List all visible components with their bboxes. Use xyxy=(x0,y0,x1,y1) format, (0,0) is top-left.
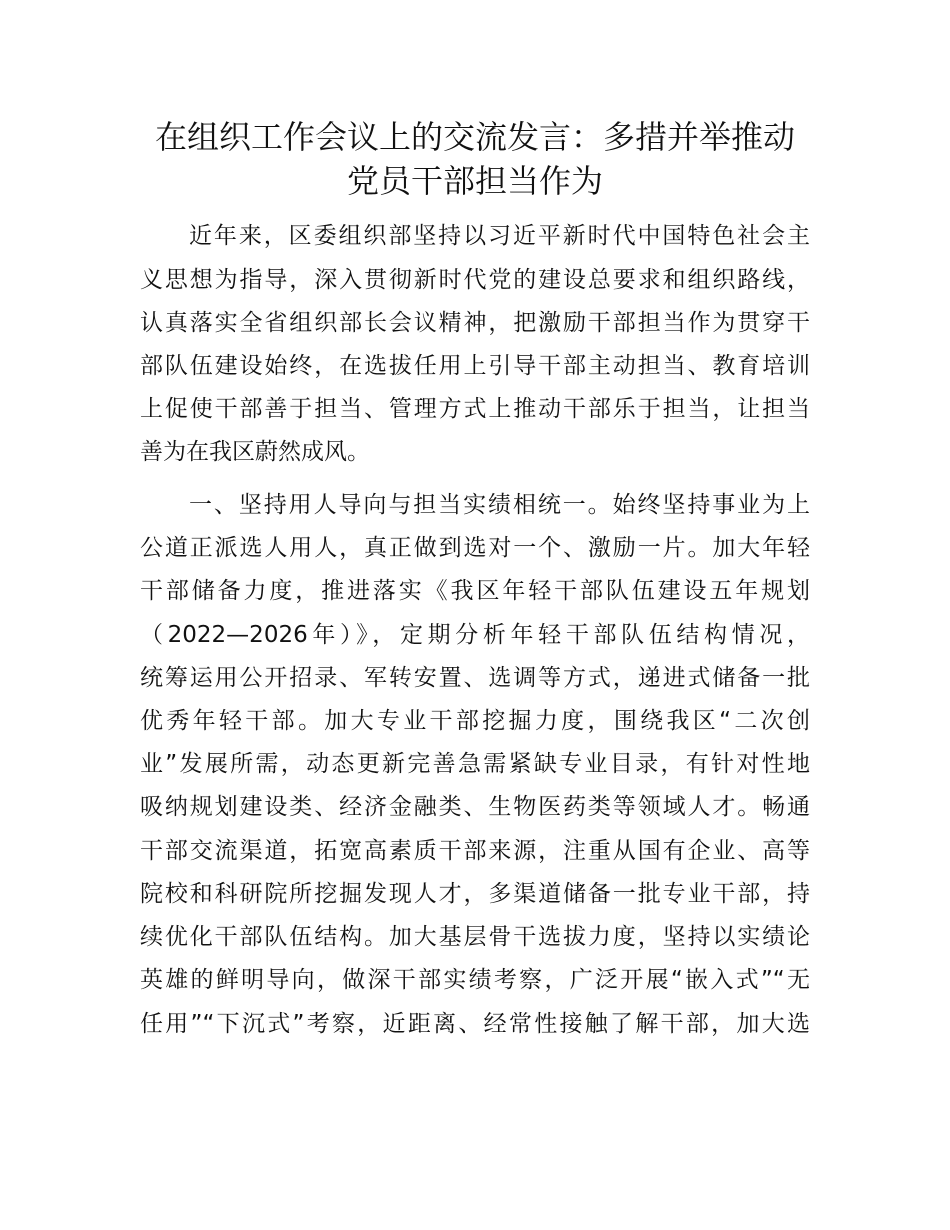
paragraph-line: 义思想为指导，深入贯彻新时代党的建设总要求和组织路线， xyxy=(140,267,810,293)
paragraph-line: 干部储备力度，推进落实《我区年轻干部队伍建设五年规划 xyxy=(140,578,810,604)
paragraph-line: 任用”“下沉式”考察，近距离、经常性接触了解干部，加大选 xyxy=(140,1011,810,1037)
document-title-line-2: 党员干部担当作为 xyxy=(346,162,603,200)
paragraph-line: 上促使干部善于担当、管理方式上推动干部乐于担当，让担当 xyxy=(140,396,810,422)
paragraph-line: 业”发展所需，动态更新完善急需紧缺专业目录，有针对性地 xyxy=(140,751,810,777)
paragraph-line: 吸纳规划建设类、经济金融类、生物医药类等领域人才。畅通 xyxy=(140,794,810,820)
paragraph-line: 干部交流渠道，拓宽高素质干部来源，注重从国有企业、高等 xyxy=(140,838,810,864)
paragraph-line: （2022—2026年）》，定期分析年轻干部队伍结构情况， xyxy=(140,622,810,648)
paragraph-line: 近年来，区委组织部坚持以习近平新时代中国特色社会主 xyxy=(189,223,810,249)
paragraph-line: 部队伍建设始终，在选拔任用上引导干部主动担当、教育培训 xyxy=(140,353,810,379)
paragraph-line: 英雄的鲜明导向，做深干部实绩考察，广泛开展“嵌入式”“无 xyxy=(140,967,810,993)
paragraph-line: 续优化干部队伍结构。加大基层骨干选拔力度，坚持以实绩论 xyxy=(140,924,810,950)
paragraph-line: 优秀年轻干部。加大专业干部挖掘力度，围绕我区“二次创 xyxy=(140,708,810,734)
paragraph-line: 公道正派选人用人，真正做到选对一个、激励一片。加大年轻 xyxy=(140,535,810,561)
paragraph-line: 一、坚持用人导向与担当实绩相统一。始终坚持事业为上 xyxy=(189,492,810,518)
paragraph-line: 认真落实全省组织部长会议精神，把激励干部担当作为贯穿干 xyxy=(140,310,810,336)
paragraph-line: 统筹运用公开招录、军转安置、选调等方式，递进式储备一批 xyxy=(140,665,810,691)
paragraph-line: 院校和科研院所挖掘发现人才，多渠道储备一批专业干部，持 xyxy=(140,881,810,907)
paragraph-line: 善为在我区蔚然成风。 xyxy=(140,439,370,465)
document-title-line-1: 在组织工作会议上的交流发言：多措并举推动 xyxy=(154,118,795,156)
